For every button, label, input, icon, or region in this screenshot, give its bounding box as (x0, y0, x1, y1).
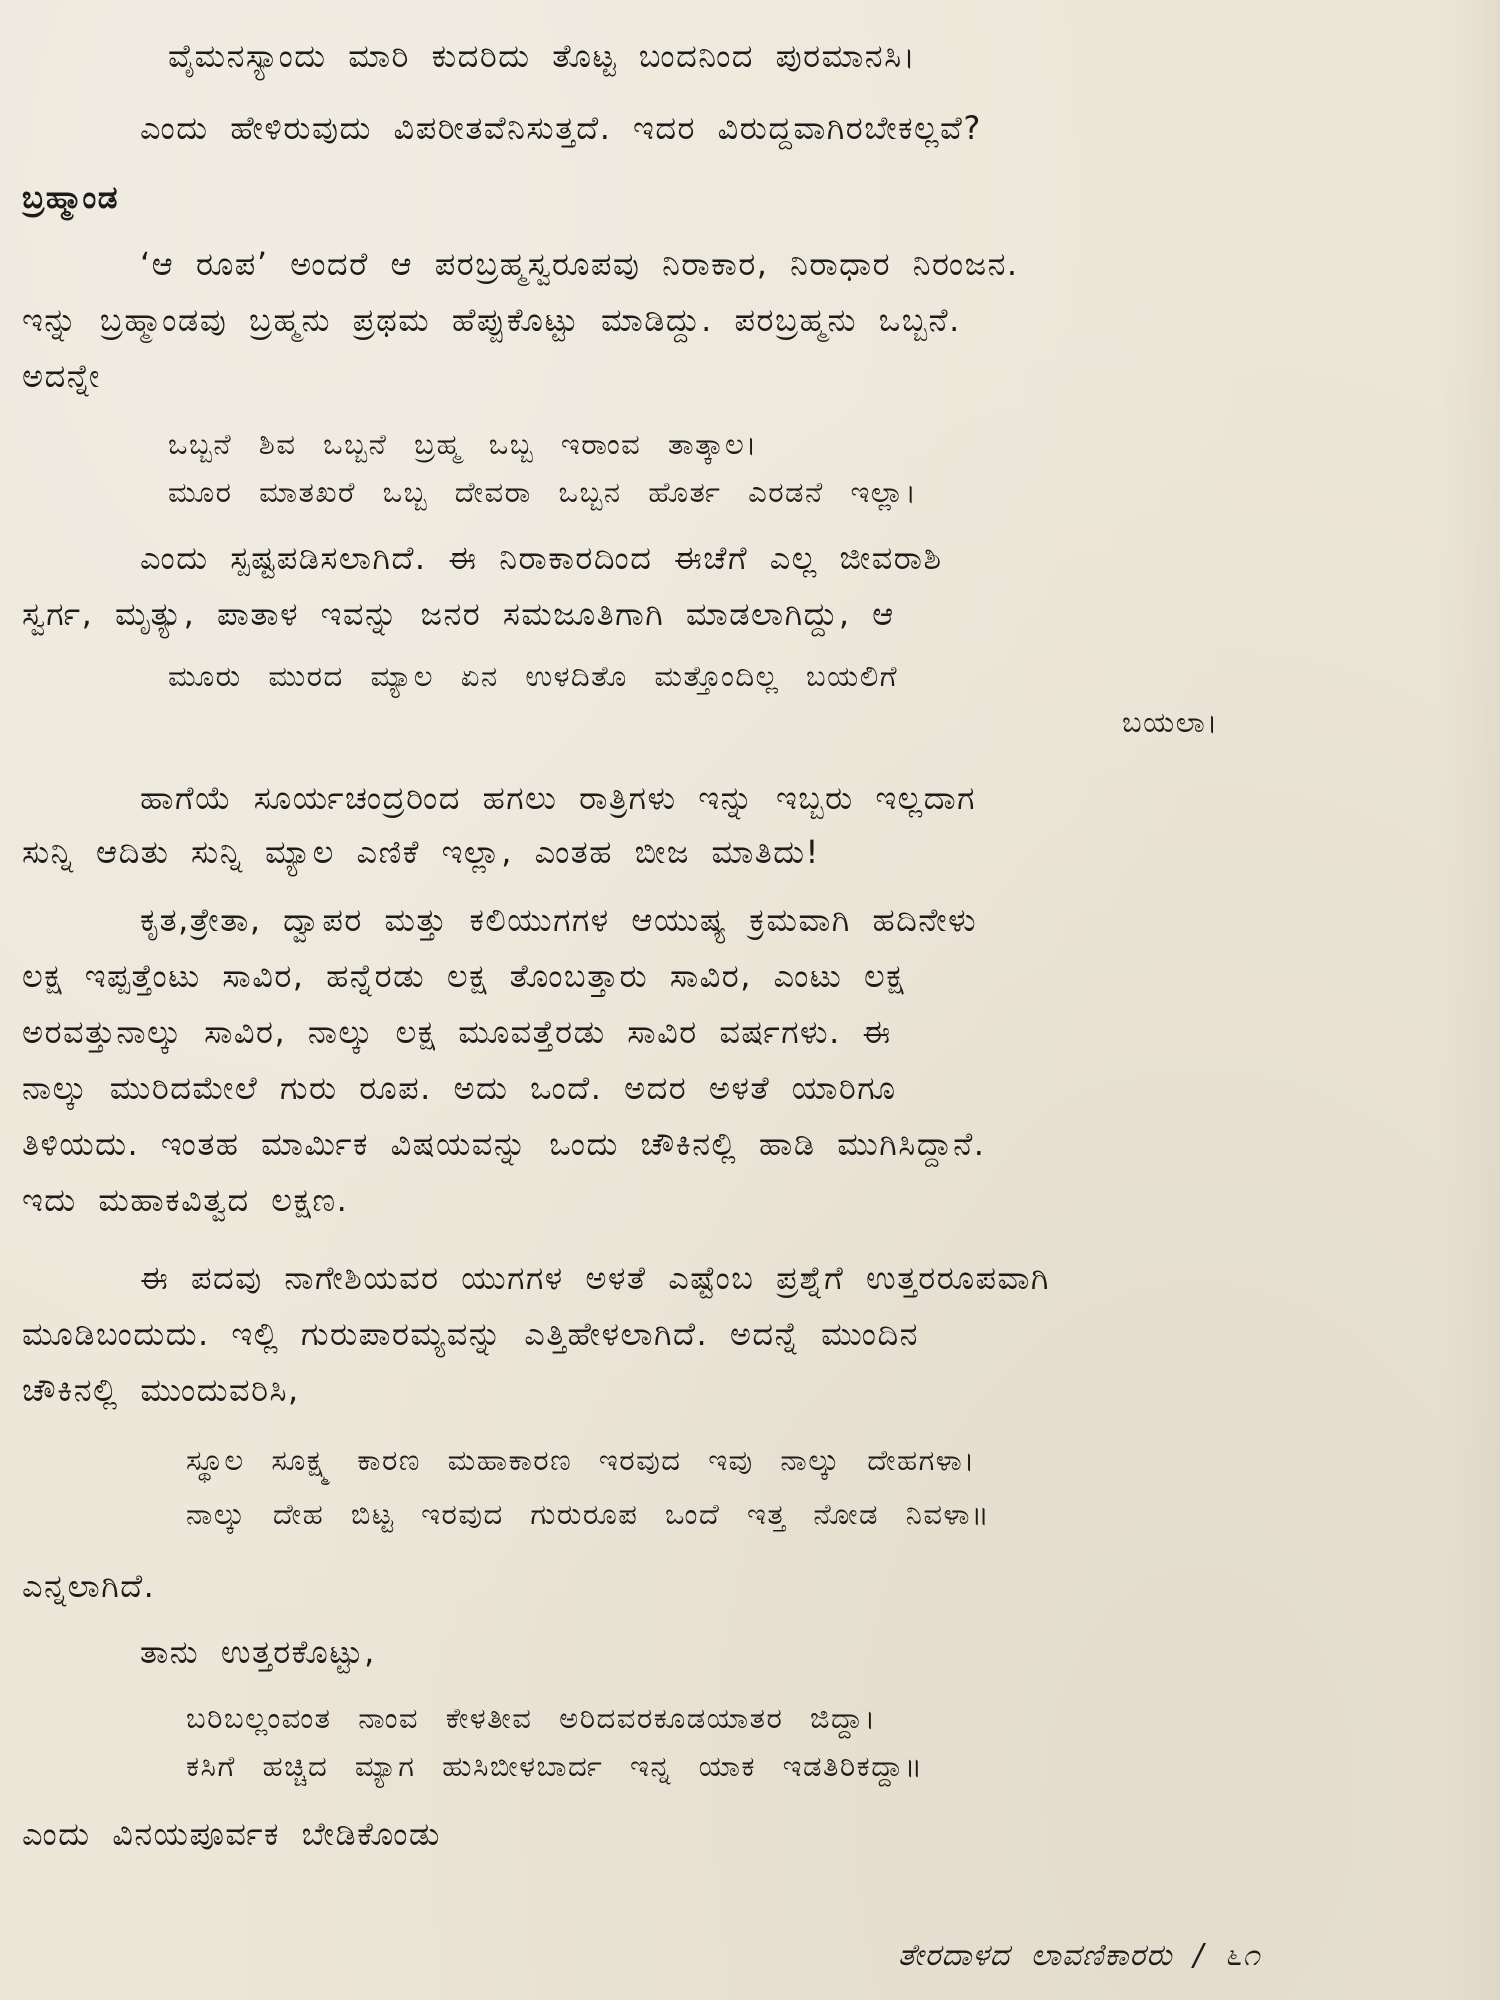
paragraph-line: ಸ್ವರ್ಗ, ಮೃತ್ಯು, ಪಾತಾಳ ಇವನ್ನು ಜನರ ಸಮಜೂತಿಗಾಗಿ ಮಾಡಲಾಗಿದ್ದು, ಆ (22, 595, 895, 633)
verse-line: ಕಸಿಗೆ ಹಚ್ಚಿದ ಮ್ಯಾಗ ಹುಸಿಬೀಳಬಾರ್ದ ಇನ್ನ ಯಾಕ ಇಡತಿರಿಕದ್ದಾ॥ (186, 1749, 924, 1783)
verse-line: ನಾಲ್ಕು ದೇಹ ಬಿಟ್ಟ ಇರವುದ ಗುರುರೂಪ ಒಂದೆ ಇತ್ತ ನೋಡ ನಿವಳಾ॥ (186, 1497, 991, 1531)
paragraph-line: ಕೃತ,ತ್ರೇತಾ, ದ್ವಾಪರ ಮತ್ತು ಕಲಿಯುಗಗಳ ಆಯುಷ್ಯ ಕ್ರಮವಾಗಿ ಹದಿನೇಳು (140, 901, 978, 939)
paragraph-line: ಎಂದು ಸ್ಪಷ್ಟಪಡಿಸಲಾಗಿದೆ. ಈ ನಿರಾಕಾರದಿಂದ ಈಚೆಗೆ ಎಲ್ಲ ಜೀವರಾಶಿ (140, 539, 943, 577)
paragraph-line: ಎನ್ನಲಾಗಿದೆ. (22, 1567, 156, 1605)
paragraph-line: ತಾನು ಉತ್ತರಕೊಟ್ಟು, (140, 1633, 376, 1671)
verse-line: ಬಯಲಾ। (1122, 705, 1219, 739)
paragraph-line: ಇನ್ನು ಬ್ರಹ್ಮಾಂಡವು ಬ್ರಹ್ಮನು ಪ್ರಥಮ ಹೆಪ್ಪುಕೊಟ್ಟು ಮಾಡಿದ್ದು. ಪರಬ್ರಹ್ಮನು ಒಬ್ಬನೆ. (22, 301, 961, 339)
verse-line: ಮೂರು ಮುರದ ಮ್ಯಾಲ ಏನ ಉಳದಿತೊ ಮತ್ತೊಂದಿಲ್ಲ ಬಯಲಿಗೆ (168, 659, 899, 693)
paragraph-line: ಮೂಡಿಬಂದುದು. ಇಲ್ಲಿ ಗುರುಪಾರಮ್ಯವನ್ನು ಎತ್ತಿಹೇಳಲಾಗಿದೆ. ಅದನ್ನೆ ಮುಂದಿನ (22, 1315, 919, 1353)
paragraph-line: ಅರವತ್ತುನಾಲ್ಕು ಸಾವಿರ, ನಾಲ್ಕು ಲಕ್ಷ ಮೂವತ್ತೆರಡು ಸಾವಿರ ವರ್ಷಗಳು. ಈ (22, 1013, 892, 1051)
paragraph-line: ನಾಲ್ಕು ಮುರಿದಮೇಲೆ ಗುರು ರೂಪ. ಅದು ಒಂದೆ. ಅದರ ಅಳತೆ ಯಾರಿಗೂ (22, 1069, 897, 1107)
paragraph-line: ತಿಳಿಯದು. ಇಂತಹ ಮಾರ್ಮಿಕ ವಿಷಯವನ್ನು ಒಂದು ಚೌಕಿನಲ್ಲಿ ಹಾಡಿ ಮುಗಿಸಿದ್ದಾನೆ. (22, 1125, 986, 1163)
paragraph-line: ‘ಆ ರೂಪ’ ಅಂದರೆ ಆ ಪರಬ್ರಹ್ಮಸ್ವರೂಪವು ನಿರಾಕಾರ, ನಿರಾಧಾರ ನಿರಂಜನ. (140, 245, 1019, 283)
paragraph-line: ಎಂದು ವಿನಯಪೂರ್ವಕ ಬೇಡಿಕೊಂಡು (22, 1815, 441, 1853)
page-edge-shadow (1440, 0, 1500, 2000)
paragraph-line: ಹಾಗೆಯೆ ಸೂರ್ಯಚಂದ್ರರಿಂದ ಹಗಲು ರಾತ್ರಿಗಳು ಇನ್ನು ಇಬ್ಬರು ಇಲ್ಲದಾಗ (140, 779, 976, 817)
paragraph-line: ಅದನ್ನೇ (22, 357, 101, 395)
paragraph-line: ಎಂದು ಹೇಳಿರುವುದು ವಿಪರೀತವೆನಿಸುತ್ತದೆ. ಇದರ ವಿರುದ್ದವಾಗಿರಬೇಕಲ್ಲವೆ? (140, 109, 982, 147)
running-footer: ತೇರದಾಳದ ಲಾವಣಿಕಾರರು / ೬೧ (898, 1938, 1261, 1973)
verse-line: ಸ್ಥೂಲ ಸೂಕ್ಷ್ಮ ಕಾರಣ ಮಹಾಕಾರಣ ಇರವುದ ಇವು ನಾಲ್ಕು ದೇಹಗಳಾ। (186, 1443, 976, 1477)
verse-line: ಬರಿಬಲ್ಲಂವಂತ ನಾಂವ ಕೇಳತೀವ ಅರಿದವರಕೂಡಯಾತರ ಜಿದ್ದಾ। (186, 1701, 877, 1735)
paragraph-line: ಲಕ್ಷ ಇಪ್ಪತ್ತೆಂಟು ಸಾವಿರ, ಹನ್ನೆರಡು ಲಕ್ಷ ತೊಂಬತ್ತಾರು ಸಾವಿರ, ಎಂಟು ಲಕ್ಷ (22, 957, 906, 995)
paragraph-line: ಈ ಪದವು ನಾಗೇಶಿಯವರ ಯುಗಗಳ ಅಳತೆ ಎಷ್ಟೆಂಬ ಪ್ರಶ್ನೆಗೆ ಉತ್ತರರೂಪವಾಗಿ (140, 1259, 1050, 1297)
verse-line: ಒಬ್ಬನೆ ಶಿವ ಒಬ್ಬನೆ ಬ್ರಹ್ಮ ಒಬ್ಬ ಇರಾಂವ ತಾತ್ಕಾಲ। (168, 427, 758, 461)
paragraph-line: ಇದು ಮಹಾಕವಿತ್ವದ ಲಕ್ಷಣ. (22, 1181, 349, 1219)
verse-line: ಮೂರ ಮಾತಖರೆ ಒಬ್ಬ ದೇವರಾ ಒಬ್ಬನ ಹೊರ್ತ ಎರಡನೆ ಇಲ್ಲಾ। (168, 475, 918, 509)
paragraph-line: ಸುನ್ನಿ ಆದಿತು ಸುನ್ನಿ ಮ್ಯಾಲ ಎಣಿಕೆ ಇಲ್ಲಾ, ಎಂತಹ ಬೀಜ ಮಾತಿದು! (22, 833, 820, 871)
verse-tail-line: ವೈಮನಸ್ಯಾಂದು ಮಾರಿ ಕುದರಿದು ತೊಟ್ಟ ಬಂದನಿಂದ ಪುರಮಾನಸಿ। (168, 37, 917, 75)
section-heading: ಬ್ರಹ್ಮಾಂಡ (22, 180, 119, 216)
paragraph-line: ಚೌಕಿನಲ್ಲಿ ಮುಂದುವರಿಸಿ, (22, 1371, 300, 1409)
